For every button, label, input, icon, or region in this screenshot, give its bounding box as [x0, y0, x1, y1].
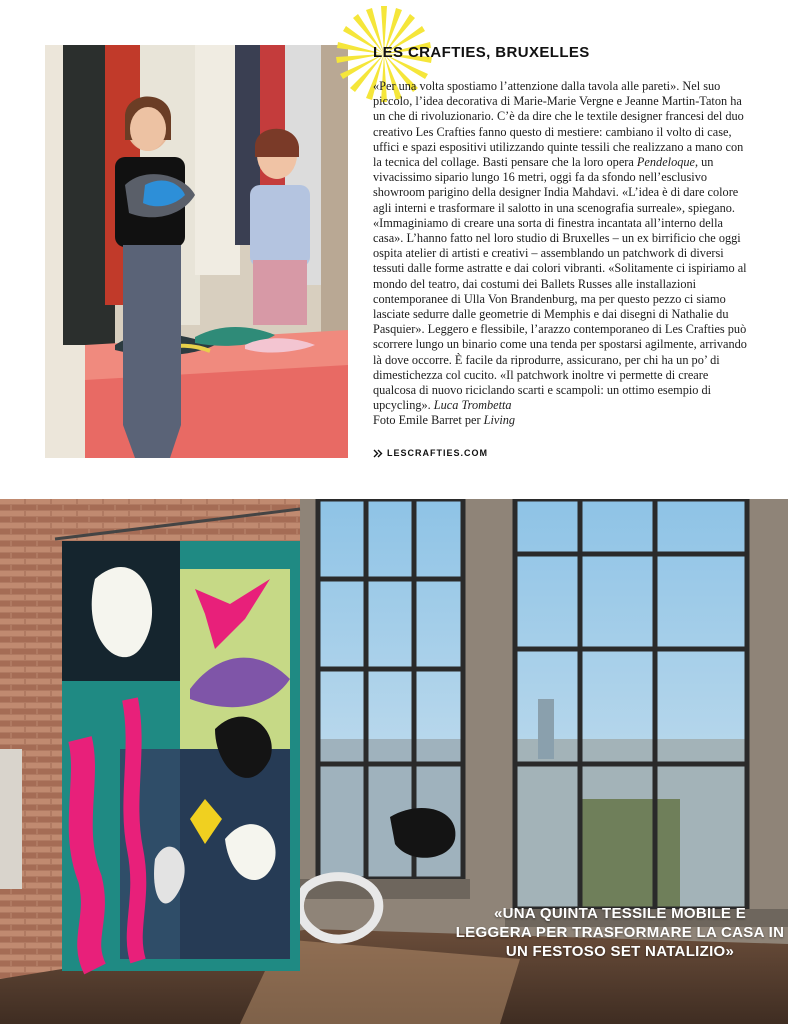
designers-illustration — [45, 45, 348, 458]
article-headline: LES CRAFTIES, BRUXELLES — [373, 44, 590, 61]
artwork-title: Pendeloque — [636, 155, 695, 170]
designers-photo — [45, 45, 348, 458]
body-part-1: «Per una volta spostiamo l’attenzione dalla tavola alle pareti». Nel suo piccolo, l’idea decorativa di Marie-Marie Vergne e Jeanne Martin-Taton ha un che di rivoluzionario. C’è da dire che le textile designer francesi del duo creativo Les Crafties fanno questo di mestiere: cambiano il volto di case, uffici e spazi espositivi utilizzando quinte tessili che realizzano a mano con la tecnica del collage. Basti pensare che la loro opera — [373, 79, 744, 170]
website-text: LESCRAFTIES.COM — [387, 448, 489, 458]
photo-credit-label: Foto Emile Barret per — [373, 413, 484, 428]
article-body — [373, 79, 749, 429]
double-chevron-right-icon — [373, 449, 384, 458]
photo-credit-magazine: Living — [483, 413, 516, 428]
author-name: Luca Trombetta — [433, 398, 512, 413]
pull-quote: «UNA QUINTA TESSILE MOBILE E LEGGERA PER TRASFORMARE LA CASA IN UN FESTOSO SET NATALIZIO» — [455, 905, 785, 960]
website-link[interactable] — [373, 448, 488, 458]
tapestry — [62, 541, 300, 971]
body-part-2: , un vivacissimo sipario lungo 16 metri, oggi fa da sfondo nell’esclusivo showroom parigino della designer India Mahdavi. «L’idea è di dare colore agli interni e trasformare il salotto in una scenografia surreale», spiegano. «Immaginiamo di creare una sorta di finestra incantata all’interno della casa». L’hanno fatto nel loro studio di Bruxelles – un ex birrificio che oggi ospita atelier di artisti e creativi – assemblando un patchwork di diversi tessuti dalle forme astratte e dai colori vibranti. «Solitamente ci ispiriamo al mondo del teatro, dai costumi dei Ballets Russes alle installazioni contemporanee di Ulla Von Brandenburg, ma per questo pezzo ci siamo lasciate sedurre dalle geometrie di Memphis e dai disegni di Nathalie du Pasquier». Leggero e flessibile, l’arazzo contemporaneo di Les Crafties può scorrere lungo un binario come una tenda per spostarsi agilmente, arrivando là dove occorre. È facile da riprodurre, assicurano, per chi ha un po’ di dimestichezza col cucito. «Il patchwork inoltre vi permette di creare qualcosa di nuovo riciclando scarti e scampoli: un ottimo esempio di upcycling». — [373, 155, 747, 413]
photo-credit — [373, 413, 515, 427]
